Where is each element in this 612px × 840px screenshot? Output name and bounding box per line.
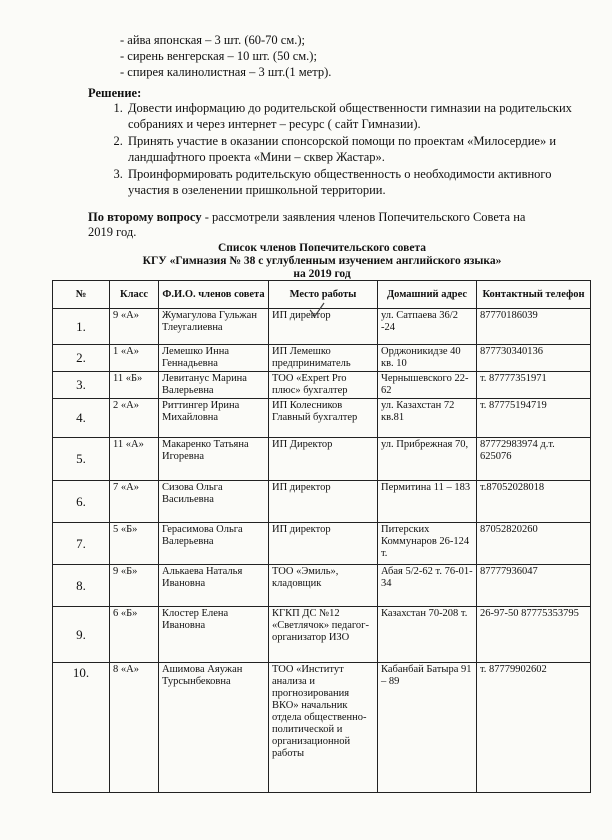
cell-class: 7 «А» xyxy=(110,481,159,523)
cell-number: 1. xyxy=(53,309,110,345)
decision-item: 2. Принять участие в оказании спонсорской помощи по проектам «Милосердие» и ландшафтного проекта «Мини – сквер Жастар». xyxy=(126,134,576,165)
table-row xyxy=(53,399,591,438)
cell-phone: 877730340136 xyxy=(477,345,591,372)
table-title-line-3: на 2019 год xyxy=(293,268,351,280)
cell-number: 7. xyxy=(53,523,110,565)
cell-number: 10. xyxy=(53,663,110,793)
cell-workplace: ТОО «Институт анализа и прогнозирования ВКО» начальник отдела общественно-политической и организационной работы xyxy=(269,663,378,793)
cell-address: Казахстан 70-208 т. xyxy=(378,607,477,663)
cell-class: 8 «А» xyxy=(110,663,159,793)
column-header-name: Ф.И.О. членов совета xyxy=(159,281,269,309)
cell-workplace: ИП директор xyxy=(269,523,378,565)
cell-workplace: ИП директор xyxy=(269,309,378,345)
cell-phone: 87777936047 xyxy=(477,565,591,607)
cell-workplace: КГКП ДС №12 «Светлячок» педагог-организатор ИЗО xyxy=(269,607,378,663)
cell-phone: т. 87775194719 xyxy=(477,399,591,438)
cell-number: 9. xyxy=(53,607,110,663)
cell-workplace: ТОО «Expert Pro плюс» бухгалтер xyxy=(269,372,378,399)
cell-number: 5. xyxy=(53,438,110,481)
cell-workplace: ИП директор xyxy=(269,481,378,523)
column-header-class: Класс xyxy=(110,281,159,309)
handwritten-check-mark xyxy=(308,300,326,320)
decision-item: 1. Довести информацию до родительской общественности гимназии на родительских собраниях и через интернет – ресурс ( сайт Гимназии). xyxy=(126,101,576,132)
table-row xyxy=(53,607,591,663)
cell-phone: т. 87779902602 xyxy=(477,663,591,793)
cell-address: Пермитина 11 – 183 xyxy=(378,481,477,523)
cell-name: Риттингер Ирина Михайловна xyxy=(159,399,269,438)
cell-class: 1 «А» xyxy=(110,345,159,372)
cell-address: ул. Казахстан 72 кв.81 xyxy=(378,399,477,438)
cell-class: 5 «Б» xyxy=(110,523,159,565)
table-row xyxy=(53,565,591,607)
cell-number: 2. xyxy=(53,345,110,372)
cell-name: Левитанус Марина Валерьевна xyxy=(159,372,269,399)
cell-phone: т.87052028018 xyxy=(477,481,591,523)
column-header-address: Домашний адрес xyxy=(378,281,477,309)
decision-heading: Решение: xyxy=(88,86,142,100)
cell-class: 11 «Б» xyxy=(110,372,159,399)
cell-phone: 87772983974 д.т. 625076 xyxy=(477,438,591,481)
cell-name: Жумагулова Гульжан Тлеугалиевна xyxy=(159,309,269,345)
cell-number: 4. xyxy=(53,399,110,438)
cell-name: Алькаева Наталья Ивановна xyxy=(159,565,269,607)
cell-address: Орджоникидзе 40 кв. 10 xyxy=(378,345,477,372)
cell-class: 11 «А» xyxy=(110,438,159,481)
cell-number: 3. xyxy=(53,372,110,399)
cell-class: 9 «А» xyxy=(110,309,159,345)
table-row xyxy=(53,372,591,399)
cell-workplace: ТОО «Эмиль», кладовщик xyxy=(269,565,378,607)
table-row xyxy=(53,481,591,523)
cell-phone: 87770186039 xyxy=(477,309,591,345)
cell-workplace: ИП Лемешко предприниматель xyxy=(269,345,378,372)
cell-phone: 87052820260 xyxy=(477,523,591,565)
cell-name: Лемешко Инна Геннадьевна xyxy=(159,345,269,372)
column-header-workplace: Место работы xyxy=(269,281,378,309)
decision-item: 3. Проинформировать родительскую общественность о необходимости активного участия в озеленении пришкольной территории. xyxy=(126,167,576,198)
cell-class: 9 «Б» xyxy=(110,565,159,607)
cell-name: Клостер Елена Ивановна xyxy=(159,607,269,663)
column-header-phone: Контактный телефон xyxy=(477,281,591,309)
cell-number: 6. xyxy=(53,481,110,523)
members-table xyxy=(52,280,591,793)
table-row xyxy=(53,663,591,793)
cell-workplace: ИП Директор xyxy=(269,438,378,481)
second-question-text: - рассмотрели заявления членов Попечительского Совета на 2019 год. xyxy=(88,210,526,239)
cell-address: ул. Прибрежная 70, xyxy=(378,438,477,481)
cell-phone: 26-97-50 87775353795 xyxy=(477,607,591,663)
decision-list xyxy=(96,101,576,200)
table-title-line-1: Список членов Попечительского совета xyxy=(218,242,426,254)
cell-address: Абая 5/2-62 т. 76-01-34 xyxy=(378,565,477,607)
table-title-line-2: КГУ «Гимназия № 38 с углубленным изучением английского языка» xyxy=(142,255,502,267)
cell-workplace: ИП Колесников Главный бухгалтер xyxy=(269,399,378,438)
cell-class: 6 «Б» xyxy=(110,607,159,663)
table-row xyxy=(53,438,591,481)
cell-address: Чернышевского 22-62 xyxy=(378,372,477,399)
plant-list-item: - айва японская – 3 шт. (60-70 см.); xyxy=(120,33,305,47)
second-question-paragraph xyxy=(88,210,543,240)
cell-name: Ашимова Аяужан Турсынбековна xyxy=(159,663,269,793)
cell-phone: т. 87777351971 xyxy=(477,372,591,399)
cell-address: Питерских Коммунаров 26-124 т. xyxy=(378,523,477,565)
cell-number: 8. xyxy=(53,565,110,607)
cell-name: Макаренко Татьяна Игоревна xyxy=(159,438,269,481)
table-row xyxy=(53,345,591,372)
cell-name: Сизова Ольга Васильевна xyxy=(159,481,269,523)
second-question-lead: По второму вопросу xyxy=(88,210,202,224)
cell-name: Герасимова Ольга Валерьевна xyxy=(159,523,269,565)
cell-address: Кабанбай Батыра 91 – 89 xyxy=(378,663,477,793)
column-header-number: № xyxy=(53,281,110,309)
plant-list xyxy=(120,32,331,80)
cell-class: 2 «А» xyxy=(110,399,159,438)
plant-list-item: - спирея калинолистная – 3 шт.(1 метр). xyxy=(120,65,332,79)
table-row xyxy=(53,523,591,565)
cell-address: ул. Сатпаева 36/2 -24 xyxy=(378,309,477,345)
plant-list-item: - сирень венгерская – 10 шт. (50 см.); xyxy=(120,49,317,63)
